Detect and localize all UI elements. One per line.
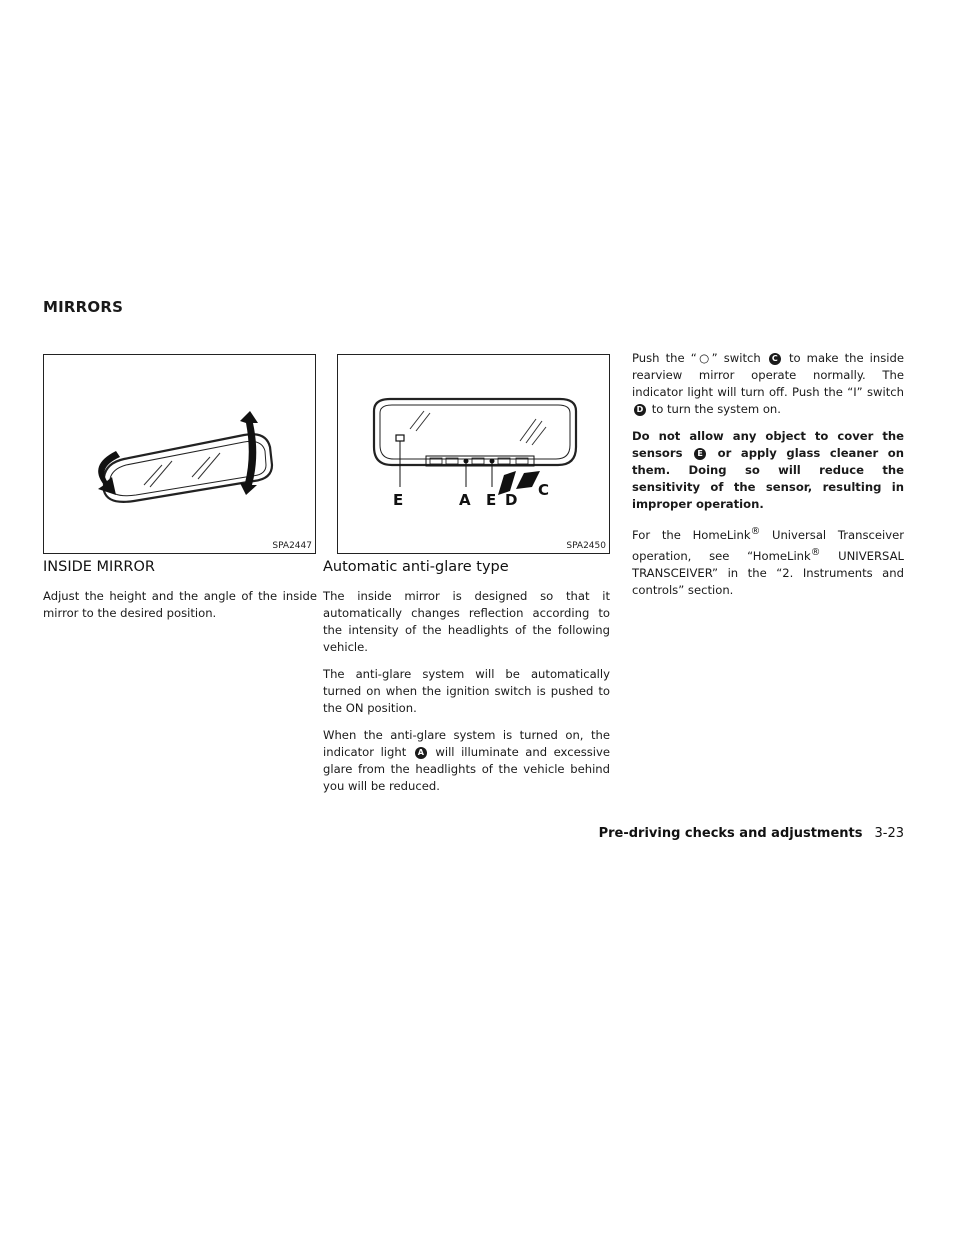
column-1 [43,588,317,632]
figure-anti-glare-mirror [337,354,610,554]
registered-mark: ® [750,526,761,537]
callout-badge-C: C [769,353,781,365]
callout-E-right: E [486,491,497,509]
text-run: For the HomeLink [632,527,751,542]
text-run: or apply glass cleaner on them. Doing so will reduce the sensitivity of the sensor, resulting in improper operation. [632,446,904,511]
page-number: 3-23 [874,826,904,841]
column-3 [632,350,904,609]
figure-code: SPA2450 [566,541,606,551]
callout-badge-A: A [415,747,427,759]
callout-E-left: E [393,491,404,509]
text-run: UNIVERSAL TRANSCEIVER” in the “2. Instruments and controls” section. [632,548,904,597]
registered-mark: ® [810,546,821,558]
text-run: to make the inside rearview mirror operate normally. The indicator light will turn off. Push the “I” switch [632,351,905,399]
paragraph [323,727,610,795]
paragraph [632,350,904,418]
heading-anti-glare: Automatic anti-glare type [323,559,509,575]
callout-badge-D: D [634,404,646,416]
paragraph: The anti-glare system will be automatically turned on when the ignition switch is pushed to the ON position. [323,667,610,715]
paragraph: Adjust the height and the angle of the inside mirror to the desired position. [43,589,317,620]
text-run: Universal Transceiver operation, see “HomeLink [632,527,904,563]
text-run: will illuminate and excessive glare from the headlights of the vehicle behind you will be reduced. [323,745,611,793]
column-2 [323,588,610,805]
heading-inside-mirror: INSIDE MIRROR [43,559,155,575]
chapter-title: Pre-driving checks and adjustments [598,826,863,841]
paragraph: The inside mirror is designed so that it automatically changes reflection according to the intensity of the headlights of the following vehicle. [323,589,610,654]
callout-badge-E: E [694,448,706,460]
anti-glare-mirror-illustration [338,355,611,555]
figure-code: SPA2447 [272,541,312,551]
callout-A: A [459,491,471,509]
figure-inside-mirror [43,354,316,554]
page-footer [599,826,904,841]
mirror-adjust-illustration [44,355,317,555]
paragraph [632,523,904,599]
callout-D: D [505,491,518,509]
text-run: When the anti-glare system is turned on, the indicator light [323,728,610,759]
callout-C: C [538,481,550,499]
section-title: MIRRORS [43,298,124,316]
text-run: to turn the system on. [651,402,781,416]
text-run: Do not allow any object to cover the sensors [632,429,904,460]
text-run: Push the “○” switch [632,351,761,365]
warning-paragraph [632,428,904,513]
